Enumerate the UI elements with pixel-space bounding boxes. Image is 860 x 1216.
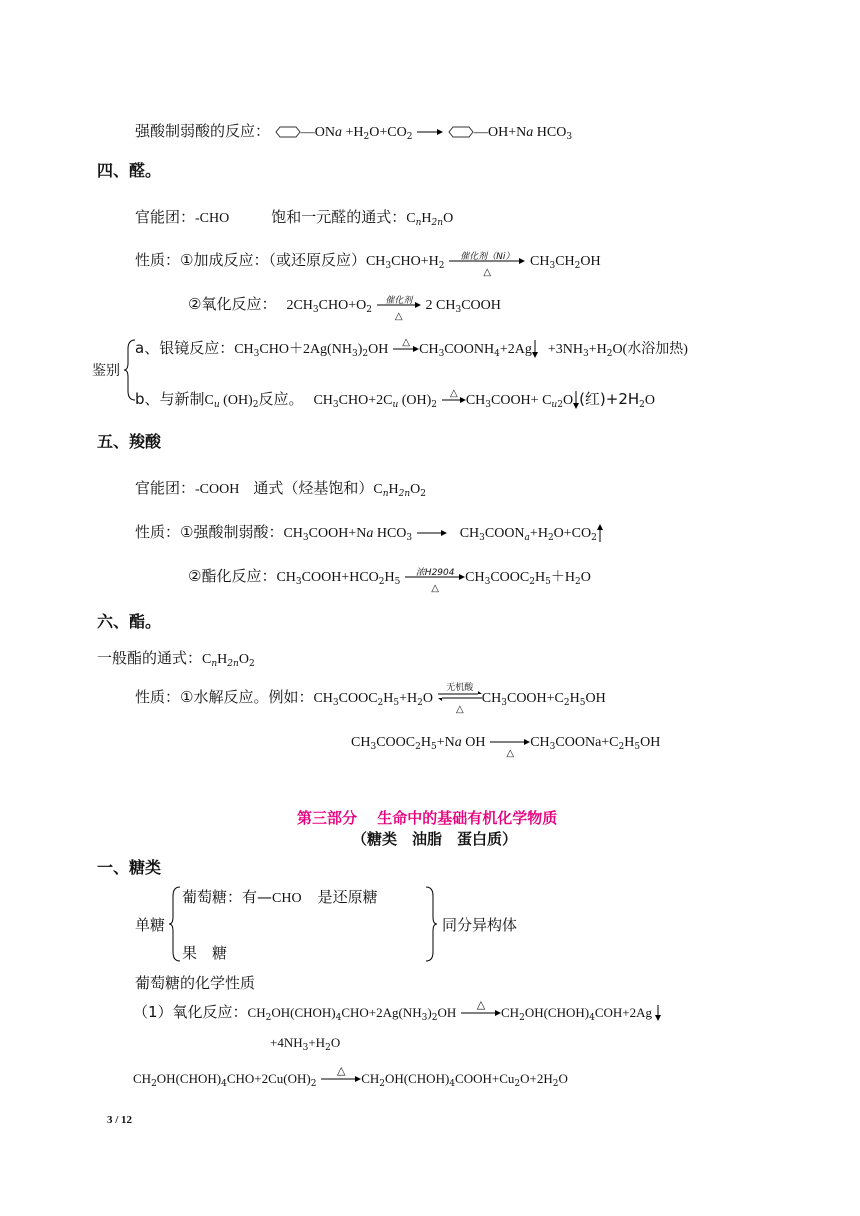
reaction-arrow: △ bbox=[490, 732, 530, 752]
line-glucose-oxidation-cont: $+4NH_3+H_2O$ bbox=[270, 1035, 341, 1053]
reaction-arrow: 催化剂 △ bbox=[377, 295, 421, 315]
line-carboxylic-strong-acid: 性质：①强酸制弱酸：$CH_3COOH+Na$ $HCO_3$ $CH_3COON_a+H_2O+CO_2$ bbox=[135, 522, 603, 544]
section-heading-ester: 六、酯。 bbox=[97, 612, 162, 631]
reaction-arrow bbox=[417, 122, 443, 142]
line-fructose: 果 糖 bbox=[182, 944, 228, 962]
line-oxidation-reaction: ②氧化反应： $2CH_3CHO+O_2$ 催化剂 △ 2 $CH_3COOH$ bbox=[188, 295, 501, 322]
line-aldehyde-functional-group: 官能团：-CHO 饱和一元醛的通式：$C_nH_{2n}O$ bbox=[135, 208, 454, 228]
reaction-arrow: △ bbox=[393, 339, 419, 359]
right-brace-icon bbox=[424, 886, 438, 962]
line-glucose-cu-oh2: $CH_2OH(CHOH)_4CHO+2Cu(OH)_2$ △ $CH_2OH(CHOH)_4COOH+Cu_2O+2H_2O$ bbox=[133, 1064, 568, 1089]
part-subtitle: （糖类 油脂 蛋白质） bbox=[352, 830, 518, 848]
line-strong-acid-phenoxide: 强酸制弱酸的反应： —ONa $+H_2O+CO_2$ —OH+Na $HCO_3$ bbox=[135, 122, 573, 142]
section-heading-carboxylic-acid: 五、羧酸 bbox=[97, 432, 162, 451]
line-esterification: ②酯化反应：$CH_3COOH+HCO_2H_5$ 浓H2904 △ $CH_3COOC_2H_5+H_2O$ bbox=[188, 567, 591, 594]
down-arrow-icon bbox=[532, 340, 538, 358]
line-addition-reaction: 性质：①加成反应：（或还原反应）$CH_3CHO+H_2$ 催化剂（Ni） △ $CH_3CH_2OH$ bbox=[135, 251, 601, 278]
reaction-arrow: 浓H2904 △ bbox=[405, 567, 465, 587]
line-saponification: $CH_3COOC_2H_5+Na$ OH △ $CH_3COONa+C_2H_5OH$ bbox=[351, 731, 660, 753]
line-silver-mirror: a、银镜反应：$CH_3CHO+2Ag(NH_3)_2OH$ △ $CH_3COONH_4+2Ag +3NH_3+H_2O$(水浴加热) bbox=[135, 337, 688, 359]
part-title: 第三部分 生命中的基础有机化学物质 bbox=[297, 809, 558, 827]
line-glucose-chemistry: 葡萄糖的化学性质 bbox=[135, 974, 256, 992]
line-fresh-cu-oh2: b、与新制$C_u$ $(OH)_2$反应。 $CH_3CHO+2C_u$ $(OH)_2$ △ $CH_3COOH+ C_{u2}O$ (红)$+2H_2O$ bbox=[135, 388, 656, 410]
down-arrow-icon bbox=[655, 1005, 661, 1021]
line-glucose: 葡萄糖：有—CHO 是还原糖 bbox=[182, 888, 378, 906]
label-identification: 鉴别 bbox=[92, 363, 120, 379]
section-heading-sugar: 一、糖类 bbox=[97, 858, 162, 877]
reaction-arrow: △ bbox=[442, 390, 466, 410]
line-glucose-oxidation: （1）氧化反应：$CH_2OH(CHOH)_4CHO+2Ag(NH_3)_2OH$ △ $CH_2OH(CHOH)_4COH+2Ag$ bbox=[133, 1002, 661, 1023]
line-hydrolysis: 性质：①水解反应。例如：$CH_3COOC_2H_5+H_2O$ 无机酸 △ $CH_3COOH+C_2H_5OH$ bbox=[135, 683, 606, 715]
label-isomers: 同分异构体 bbox=[442, 916, 518, 934]
equilibrium-arrow: 无机酸 △ bbox=[438, 688, 482, 708]
left-brace-icon bbox=[168, 886, 182, 962]
line-carboxylic-functional-group: 官能团：-COOH 通式（烃基饱和）$C_nH_{2n}O_2$ bbox=[135, 479, 427, 499]
benzene-ring-icon bbox=[448, 126, 474, 138]
reaction-arrow bbox=[417, 523, 447, 543]
benzene-ring-icon bbox=[275, 126, 301, 138]
section-heading-aldehyde: 四、醛。 bbox=[97, 161, 162, 180]
page-number: 3 / 12 bbox=[107, 1114, 133, 1126]
reaction-arrow: △ bbox=[321, 1069, 361, 1089]
line-ester-formula: 一般酯的通式：$C_nH_{2n}O_2$ bbox=[97, 649, 255, 669]
reaction-arrow: △ bbox=[461, 1003, 501, 1023]
label-monosaccharide: 单糖 bbox=[135, 916, 166, 934]
reaction-arrow: 催化剂（Ni） △ bbox=[449, 251, 525, 271]
up-arrow-icon bbox=[597, 524, 603, 542]
